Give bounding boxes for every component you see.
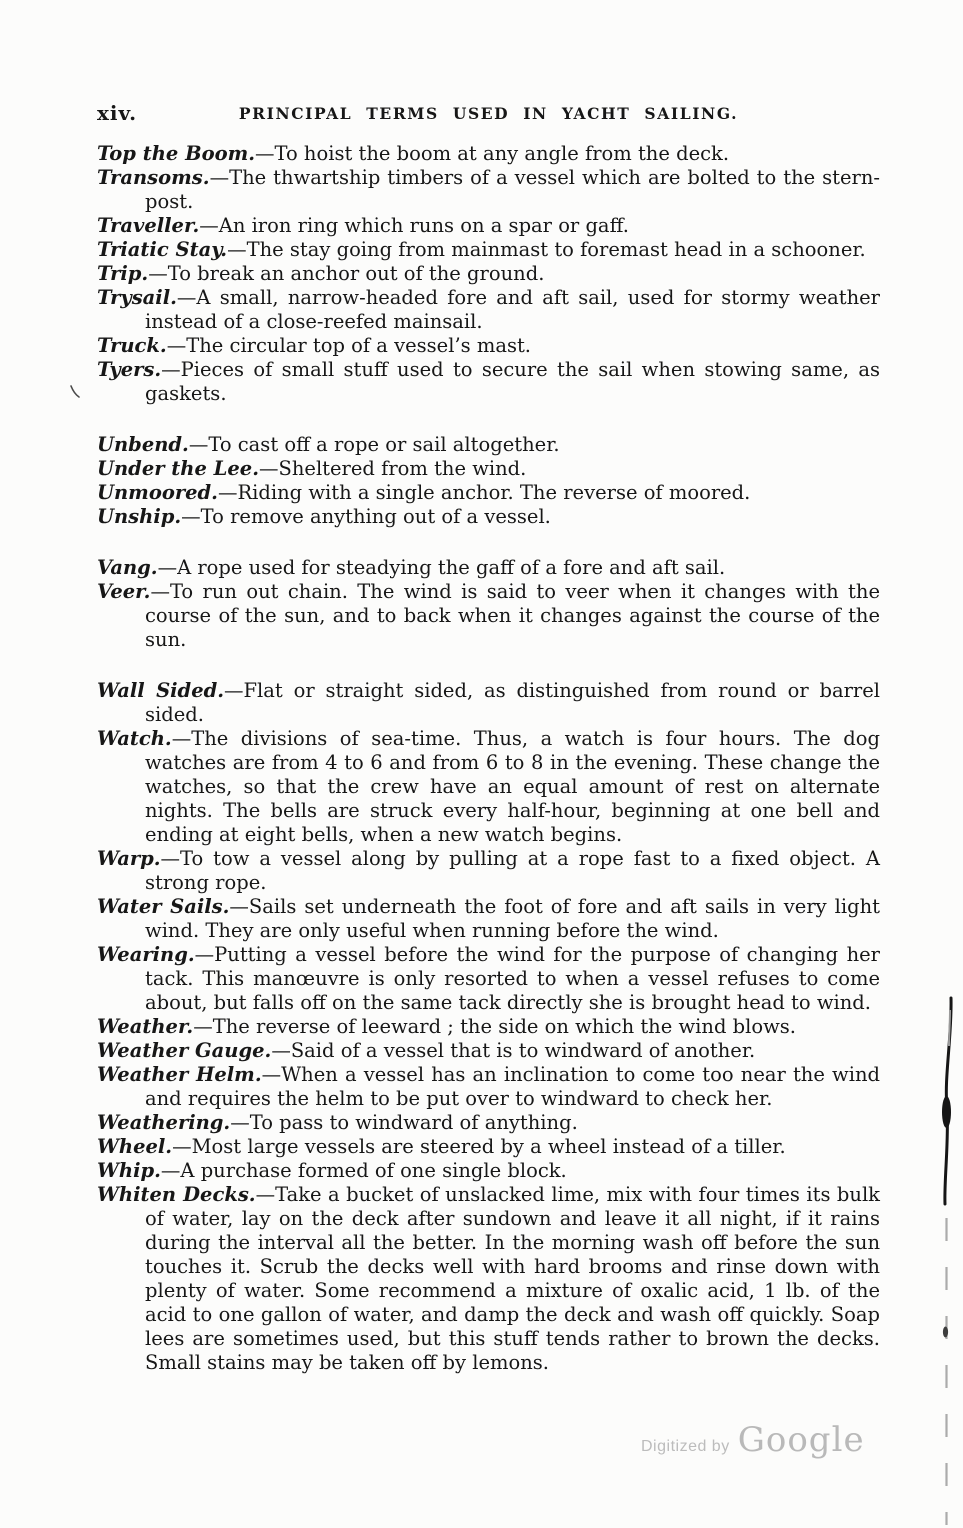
entry-definition: —The thwartship timbers of a vessel which are bolted to the stern-post. [145,166,880,213]
entry-definition: —Putting a vessel before the wind for the purpose of changing her tack. This manœuvre is only resorted to when a vessel refuses to come about, but falls off on the same tack directly she is brought head to wind. [145,943,880,1014]
stray-ink-mark [68,383,82,401]
entry-term: Weather Helm. [97,1063,262,1086]
glossary-entry [97,1159,880,1183]
entry-term: Vang. [97,556,158,579]
glossary-section-V [97,556,880,652]
entry-definition: —Sails set underneath the foot of fore and aft sails in very light wind. They are only useful when running before the wind. [145,895,880,942]
glossary-entry [97,166,880,214]
glossary-section-T [97,142,880,406]
glossary [97,142,880,1375]
entry-term: Wearing. [97,943,195,966]
glossary-entry [97,214,880,238]
glossary-entry [97,286,880,334]
glossary-entry [97,505,880,529]
entry-definition: —Pieces of small stuff used to secure the sail when stowing same, as gaskets. [145,358,880,405]
entry-term: Watch. [97,727,172,750]
entry-term: Wall Sided. [97,679,225,702]
entry-definition: —A small, narrow-headed fore and aft sail, used for stormy weather instead of a close-reefed mainsail. [145,286,880,333]
entry-term: Weather Gauge. [97,1039,272,1062]
watermark-text: Digitized by [641,1438,730,1455]
glossary-entry [97,358,880,406]
entry-definition: —Flat or straight sided, as distinguished from round or barrel sided. [145,679,880,726]
entry-term: Wheel. [97,1135,173,1158]
glossary-entry [97,1015,880,1039]
entry-definition: —Riding with a single anchor. The reverse of moored. [217,481,751,504]
page-number: xiv. [97,101,138,125]
entry-definition: —The stay going from mainmast to foremast head in a schooner. [227,238,866,261]
entry-term: Triatic Stay. [97,238,228,261]
glossary-entry [97,1039,880,1063]
entry-definition: —To run out chain. The wind is said to veer when it changes with the course of the sun, and to back when it changes against the course of the sun. [145,580,880,651]
glossary-entry [97,1111,880,1135]
entry-term: Truck. [97,334,167,357]
entry-term: Top the Boom. [97,142,255,165]
glossary-entry [97,262,880,286]
entry-term: Unbend. [97,433,189,456]
entry-definition: —The divisions of sea-time. Thus, a watch is four hours. The dog watches are from 4 to 6 and from 6 to 8 in the evening. These change the watches, so that the crew have an equal amount of rest on alternate nights. The bells are struck every half-hour, beginning at one bell and ending at eight bells, when a new watch begins. [145,727,880,846]
entry-term: Unmoored. [97,481,218,504]
running-header-title: PRINCIPAL TERMS USED IN YACHT SAILING. [238,104,739,123]
page-header [97,101,880,127]
entry-term: Water Sails. [97,895,230,918]
glossary-entry [97,457,880,481]
glossary-entry [97,895,880,943]
entry-definition: —When a vessel has an inclination to come too near the wind and requires the helm to be put over to windward to check her. [145,1063,880,1110]
entry-term: Transoms. [97,166,210,189]
entry-definition: —The reverse of leeward ; the side on which the wind blows. [193,1015,796,1038]
entry-definition: —Sheltered from the wind. [258,457,527,480]
entry-term: Trysail. [97,286,177,309]
entry-definition: —Said of a vessel that is to windward of another. [271,1039,756,1062]
entry-term: Weathering. [97,1111,231,1134]
glossary-section-W [97,679,880,1375]
entry-definition: —The circular top of a vessel’s mast. [166,334,532,357]
glossary-entry [97,580,880,652]
glossary-entry [97,238,880,262]
entry-definition: —Take a bucket of unslacked lime, mix with four times its bulk of water, lay on the deck after sundown and leave it all night, if it rains during the interval all the better. In the morning wash off before the sun touches it. Scrub the decks well with hard brooms and rinse down with plenty of water. Some recommend a mixture of oxalic acid, 1 lb. of the acid to one gallon of water, and damp the deck and wash off quickly. Soap lees are sometimes used, but this stuff tends rather to brown the decks. Small stains may be taken off by lemons. [145,1183,881,1374]
glossary-entry [97,1183,880,1375]
page-edge-artifact [930,990,963,1528]
glossary-entry [97,334,880,358]
entry-term: Traveller. [97,214,200,237]
entry-term: Tyers. [97,358,162,381]
glossary-entry [97,142,880,166]
entry-term: Warp. [97,847,161,870]
entry-definition: —To remove anything out of a vessel. [181,505,551,528]
google-watermark [641,1420,865,1460]
entry-definition: —To cast off a rope or sail altogether. [188,433,560,456]
glossary-entry [97,847,880,895]
entry-term: Veer. [97,580,151,603]
entry-definition: —A purchase formed of one single block. [160,1159,567,1182]
entry-definition: —To hoist the boom at any angle from the deck. [255,142,730,165]
google-logo: Google [737,1420,865,1460]
glossary-entry [97,433,880,457]
entry-term: Whip. [97,1159,161,1182]
entry-definition: —To pass to windward of anything. [230,1111,578,1134]
entry-term: Weather. [97,1015,194,1038]
glossary-entry [97,556,880,580]
entry-term: Under the Lee. [97,457,259,480]
entry-definition: —To tow a vessel along by pulling at a rope fast to a fixed object. A strong rope. [145,847,880,894]
glossary-entry [97,679,880,727]
entry-term: Unship. [97,505,182,528]
entry-definition: —An iron ring which runs on a spar or gaff. [199,214,629,237]
entry-term: Whiten Decks. [97,1183,256,1206]
entry-term: Trip. [97,262,149,285]
glossary-entry [97,481,880,505]
entry-definition: —A rope used for steadying the gaff of a fore and aft sail. [157,556,726,579]
glossary-section-U [97,433,880,529]
glossary-entry [97,727,880,847]
glossary-entry [97,943,880,1015]
entry-definition: —To break an anchor out of the ground. [148,262,545,285]
glossary-entry [97,1063,880,1111]
entry-definition: —Most large vessels are steered by a wheel instead of a tiller. [172,1135,786,1158]
glossary-entry [97,1135,880,1159]
